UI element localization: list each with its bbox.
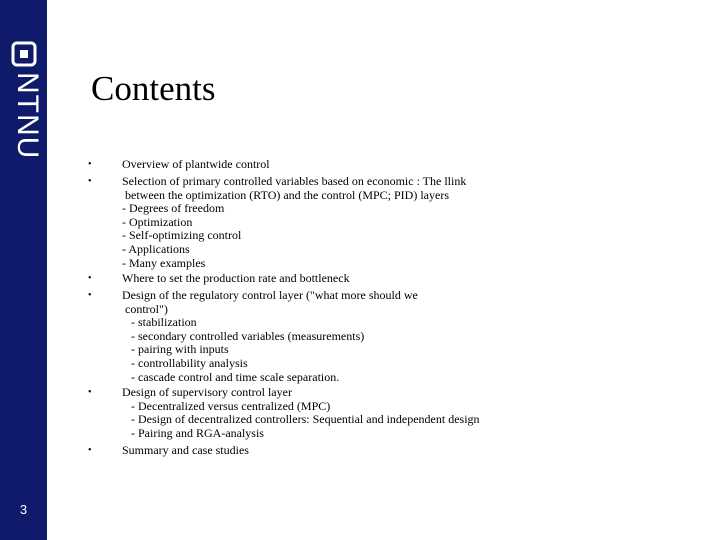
bullet-marker: • <box>88 290 92 301</box>
list-item <box>122 272 642 286</box>
item-line: between the optimization (RTO) and the control (MPC; PID) layers <box>122 187 449 202</box>
item-line: Where to set the production rate and bottleneck <box>122 271 350 285</box>
item-line: - Pairing and RGA-analysis <box>122 425 264 440</box>
list-item <box>122 158 642 172</box>
item-line: - Many examples <box>122 255 206 270</box>
item-line: control") <box>122 301 168 316</box>
list-item <box>122 289 642 384</box>
item-line: - Optimization <box>122 214 193 229</box>
item-line: - Design of decentralized controllers: Sequential and independent design <box>122 412 480 427</box>
bullet-marker: • <box>88 445 92 456</box>
page-number: 3 <box>19 502 28 517</box>
bullet-marker: • <box>88 176 92 187</box>
item-line: Design of supervisory control layer <box>122 385 292 399</box>
ntnu-logo <box>10 40 44 170</box>
item-line: - Applications <box>122 241 190 256</box>
bullet-marker: • <box>88 273 92 284</box>
item-line: - stabilization <box>122 315 197 330</box>
logo-text: NTNU <box>11 72 44 160</box>
bullet-marker: • <box>88 387 92 398</box>
item-line: - controllability analysis <box>122 355 248 370</box>
item-line: - cascade control and time scale separation. <box>122 369 340 384</box>
item-line: Design of the regulatory control layer ("what more should we <box>122 288 418 302</box>
list-item <box>122 175 642 270</box>
item-line: - pairing with inputs <box>122 342 229 357</box>
list-item <box>122 386 642 440</box>
sidebar-band <box>0 0 47 540</box>
slide-title: Contents <box>91 69 216 108</box>
item-line: - secondary controlled variables (measurements) <box>122 328 365 343</box>
item-line: Overview of plantwide control <box>122 157 270 171</box>
list-item <box>122 444 642 458</box>
item-line: Summary and case studies <box>122 443 249 457</box>
item-line: - Degrees of freedom <box>122 201 225 216</box>
item-line: - Self-optimizing control <box>122 228 242 243</box>
item-line: - Decentralized versus centralized (MPC) <box>122 398 331 413</box>
item-line: Selection of primary controlled variables based on economic : The llink <box>122 174 467 188</box>
bullet-marker: • <box>88 159 92 170</box>
